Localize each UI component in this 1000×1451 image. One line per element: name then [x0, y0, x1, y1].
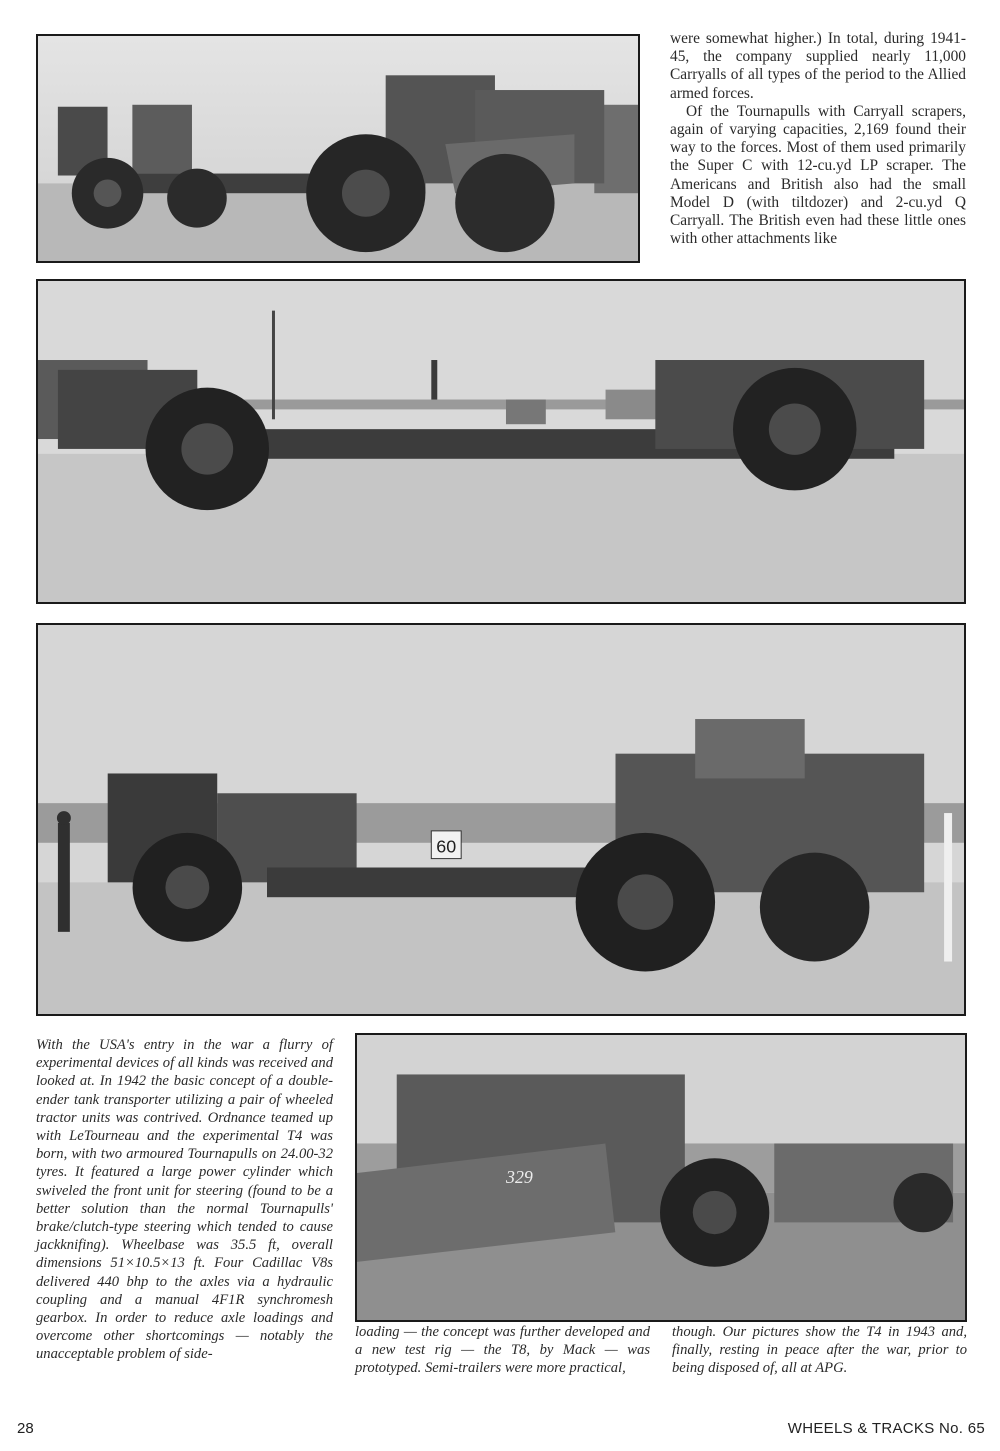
- photo-t4-with-soldier-image: [38, 625, 964, 1014]
- caption-column-2: loading — the concept was further developed and a new test rig — the T8, by Mack — was prototyped. Semi-trailers were more practical,: [355, 1324, 650, 1377]
- photo-t4-side-view-image: [38, 281, 964, 602]
- photo-t4-side-view: [36, 279, 966, 604]
- article-paragraph-2: Of the Tournapulls with Carryall scrapers, again of varying capacities, 2,169 found their way to the forces. Most of them used primarily the Super C with 12-cu.yd LP scraper. The Americans and British also had the small Model D (with tiltdozer) and 2-cu.yd Q Carryall. The British even had these little ones with other attachments like: [670, 102, 966, 248]
- publication-title: WHEELS & TRACKS No. 65: [787, 1420, 985, 1437]
- caption-column-1: With the USA's entry in the war a flurry of experimental devices of all kinds was received and looked at. In 1942 the basic concept of a double-ender tank transporter utilizing a pair of wheeled tractor units was contrived. Ordnance teamed up with LeTourneau and the experimental T4 was born, with two armoured Tournapulls on 24.00-32 tyres. It featured a large power cylinder which swiveled the front unit for steering (found to be a better solution than the normal Tournapulls' brake/clutch-type steering which tended to cause jackknifing). Wheelbase was 35.5 ft, overall dimensions 51×10.5×13 ft. Four Cadillac V8s delivered 440 bhp to the axles via a hydraulic coupling and a manual 4F1R synchromesh gearbox. In order to reduce axle loadings and overcome other shortcomings — notably the unacceptable problem of side-: [36, 1037, 333, 1363]
- photo-t4-with-soldier: [36, 623, 966, 1016]
- photo-t4-front-unit-image: [38, 36, 638, 261]
- vehicle-marking-text: 329: [506, 1166, 533, 1187]
- photo-t4-resting: [355, 1033, 967, 1322]
- article-paragraph-1: were somewhat higher.) In total, during 1941-45, the company supplied nearly 11,000 Carryalls of all types of the period to the Allied armed forces.: [670, 30, 966, 102]
- caption-column-3: though. Our pictures show the T4 in 1943 and, finally, resting in peace after the war, prior to being disposed of, all at APG.: [672, 1324, 967, 1377]
- article-column-top: [670, 30, 966, 248]
- photo-t4-resting-image: [357, 1035, 965, 1320]
- speed-sign-text: 60: [436, 836, 457, 857]
- photo-t4-front-unit: [36, 34, 640, 263]
- page-number: 28: [17, 1420, 34, 1437]
